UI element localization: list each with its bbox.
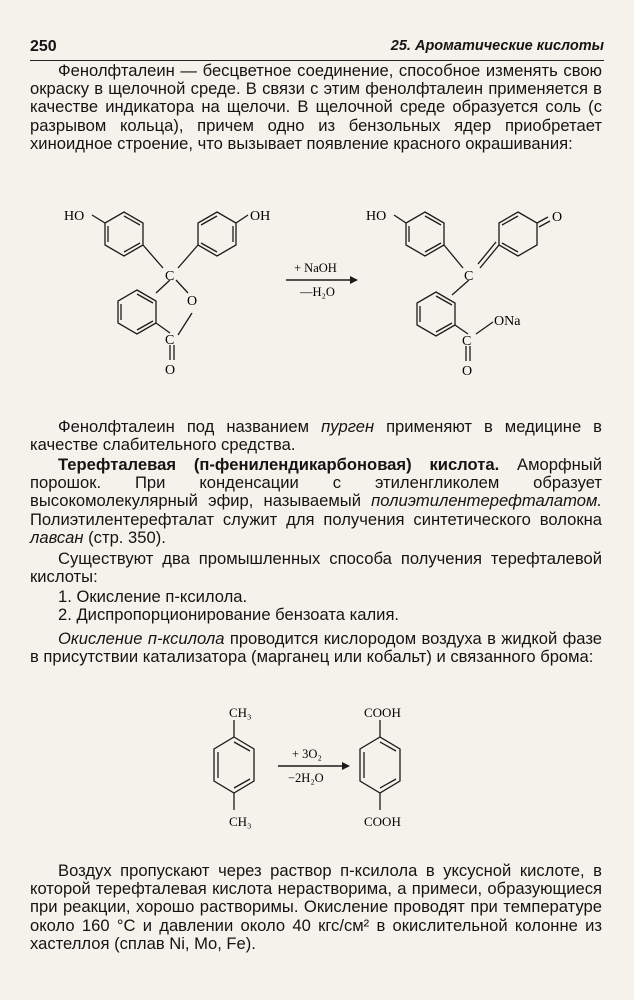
quinoid-salt-structure [394,212,550,361]
ring-oxygen-label: O [187,294,198,309]
reagent-oxygen: + 3O₂ [292,747,322,761]
purgen-text-after: применяют в медицине в качестве слабительного средства. [30,417,602,455]
reagent-minus-water: —H₂O [300,285,335,299]
ona-label: ONa [494,314,521,329]
terephthalic-ring [360,737,400,793]
xylene-oxidation-scheme [0,700,634,840]
terephthalic-heading: Терефталевая (п-фенилендикарбоновая) кислота. [58,455,500,474]
left-oh-label: OH [250,209,271,224]
lavsan-term: лавсан [30,527,84,547]
methods-list [30,588,602,624]
methods-intro: Существуют два промышленных способа получения терефталевой кислоты: [30,549,602,587]
reagent-naoh: + NaOH [294,261,337,275]
terephthalic-text-1: Аморфный порошок. При конденсации с этиленгликолем образует высокомолекулярный эфир, называемый [30,455,602,511]
quinoid-carbon-label: C [464,269,474,284]
right-phenol-ring [198,212,236,256]
method-item-2: 2. Диспропорционирование бензоата калия. [58,605,400,625]
terephthalic-paragraph [30,456,602,547]
reagent-minus-two-water: −2H₂O [288,771,324,785]
running-title: 25. Ароматические кислоты [390,38,604,54]
purgen-paragraph [30,418,602,454]
fused-benzene-ring [118,290,156,334]
final-paragraph: Воздух пропускают через раствор п-ксилола в уксусной кислоте, в которой терефталевая кислота нерастворима, а примеси, образующиеся при реакции, хорошо растворимы. Окисление проводят при температуре около 160 °C и давлении около 40 кгс/см² в окислительной колонне из хастеллоя (сплав Ni, Mo, Fe). [30,861,602,953]
polyethylene-terephthalate-term: полиэтилентерефталатом. [371,491,602,511]
carbonyl-carbon-label: C [165,333,175,348]
quinoid-ring [499,212,537,256]
reaction-arrow-2 [278,762,350,770]
salt-oxygen-label: O [462,364,473,379]
right-ho-label: HO [366,209,387,224]
intro-paragraph: Фенолфталеин — бесцветное соединение, способное изменять свою окраску в щелочной среде. В связи с этим фенолфталеин применяется в качестве индикатора на щелочи. В щелочной среде образуется соль (с разрывом кольца), причем одно из бензольных ядер приобретает хиноидное строение, что вызывает появление красного окрашивания: [30,61,602,153]
right-product-phenol-ring [406,212,444,256]
reaction-arrow-1 [286,276,358,284]
left-ho-label: HO [64,209,85,224]
top-cooh-label: COOH [364,705,401,720]
phenolphthalein-reaction-scheme [0,200,634,420]
method-item-1: 1. Окисление п-ксилола. [58,587,248,606]
bottom-cooh-label: COOH [364,814,401,829]
terephthalic-text-3: (стр. 350). [83,527,166,547]
oxidation-term: Окисление п-ксилола [58,629,225,648]
page-header [30,36,604,61]
central-carbon-label: C [165,269,175,284]
salt-carbon-label: C [462,334,472,349]
oxidation-paragraph [30,630,602,666]
top-ch3-label: CH₃ [229,705,252,720]
product-benzene-ring [417,292,455,336]
bottom-ch3-label: CH₃ [229,814,252,829]
carbonyl-oxygen-label: O [165,363,176,378]
left-phenol-ring [105,212,143,256]
oxidation-text: проводится кислородом воздуха в жидкой фазе в присутствии катализатора (марганец или кобальт) и связанного брома: [30,629,602,667]
page-number: 250 [30,38,57,55]
purgen-term: пурген [321,417,375,436]
p-xylene-structure [214,720,254,810]
terephthalic-acid-structure [360,720,400,810]
purgen-text-before: Фенолфталеин под названием [58,417,322,436]
terephthalic-text-2: Полиэтилентерефталат служит для получения синтетического волокна [30,509,602,529]
p-xylene-ring [214,737,254,793]
quinone-oxygen-label: O [552,210,563,225]
